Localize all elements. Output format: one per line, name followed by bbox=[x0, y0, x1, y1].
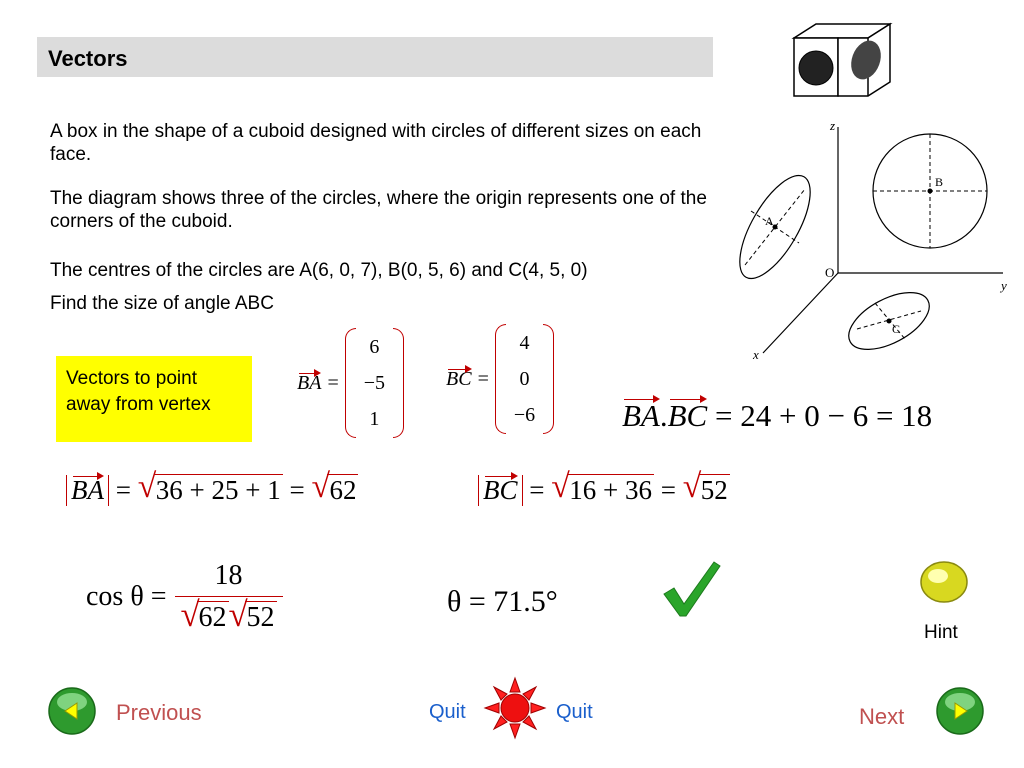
mag-ba-radicand-2: 62 bbox=[329, 475, 357, 505]
mag-bc-radicand-2: 52 bbox=[700, 475, 728, 505]
cos-denominator-b: 52 bbox=[246, 602, 275, 633]
next-button-icon[interactable] bbox=[935, 686, 985, 736]
bc-component-z: −6 bbox=[513, 404, 536, 426]
magnitude-ba-expression: BA = √ 36 + 25 + 1 = √ 62 bbox=[66, 474, 358, 506]
dot-bc-symbol: BC bbox=[667, 398, 708, 433]
cos-numerator: 18 bbox=[214, 560, 243, 591]
note-text: Vectors to point away from vertex bbox=[66, 368, 211, 415]
cos-denominator-a: 62 bbox=[198, 602, 227, 633]
coordinate-diagram bbox=[735, 115, 1015, 365]
check-mark-icon bbox=[660, 558, 722, 620]
question-paragraph-2: The diagram shows three of the circles, where the origin represents one of the corners of the cuboid. bbox=[50, 188, 707, 232]
question-paragraph-3: The centres of the circles are A(6, 0, 7), B(0, 5, 6) and C(4, 5, 0) bbox=[50, 260, 588, 281]
mag-ba-symbol: BA bbox=[71, 475, 104, 505]
quit-sun-button[interactable] bbox=[483, 676, 547, 740]
dot-product-expression: BA.BC = 24 + 0 − 6 = 18 bbox=[622, 398, 933, 433]
previous-link[interactable]: Previous bbox=[116, 700, 202, 725]
point-b-label: B bbox=[935, 175, 944, 189]
question-paragraph-4: Find the size of angle ABC bbox=[50, 293, 274, 314]
cos-theta-expression: cos θ = 18 √ 62 √ 52 bbox=[86, 560, 283, 634]
point-a-label: A bbox=[765, 214, 774, 228]
quit-link-right[interactable]: Quit bbox=[556, 701, 593, 723]
mag-bc-symbol: BC bbox=[483, 475, 518, 505]
theta-result: θ = 71.5° bbox=[447, 585, 558, 618]
question-paragraph-1: A box in the shape of a cuboid designed with circles of different sizes on each face. bbox=[50, 121, 702, 165]
point-c-label: C bbox=[892, 322, 901, 336]
bc-component-x: 4 bbox=[519, 332, 530, 354]
hint-button[interactable] bbox=[918, 558, 970, 606]
mag-bc-radicand-1: 16 + 36 bbox=[569, 475, 652, 505]
title-bar bbox=[37, 37, 713, 77]
cuboid-box-image bbox=[790, 20, 900, 100]
axis-x-label: x bbox=[753, 347, 759, 362]
ba-component-z: 1 bbox=[369, 408, 380, 430]
quit-link-left[interactable]: Quit bbox=[429, 701, 466, 723]
mag-ba-radicand-1: 36 + 25 + 1 bbox=[155, 475, 281, 505]
vector-bc-expression: BC = 4 0 −6 bbox=[446, 324, 554, 434]
axis-z-label: z bbox=[830, 118, 836, 133]
previous-button-icon[interactable] bbox=[47, 686, 97, 736]
vector-ba-expression: BA = 6 −5 1 bbox=[297, 328, 404, 438]
vector-ba-symbol: BA bbox=[297, 371, 322, 394]
magnitude-bc-expression: BC = √ 16 + 36 = √ 52 bbox=[478, 474, 730, 506]
dot-ba-symbol: BA bbox=[622, 398, 660, 433]
cos-theta-lhs: cos θ = bbox=[86, 581, 167, 612]
axis-y-label: y bbox=[1001, 278, 1007, 293]
dot-product-result: = 24 + 0 − 6 = 18 bbox=[715, 398, 933, 433]
page-title: Vectors bbox=[48, 46, 128, 71]
next-link[interactable]: Next bbox=[859, 704, 905, 729]
origin-label: O bbox=[825, 265, 835, 280]
vector-bc-symbol: BC bbox=[446, 367, 472, 390]
ba-component-x: 6 bbox=[369, 336, 380, 358]
ba-component-y: −5 bbox=[363, 372, 385, 394]
bc-component-y: 0 bbox=[519, 368, 530, 390]
hint-label[interactable]: Hint bbox=[924, 622, 958, 643]
